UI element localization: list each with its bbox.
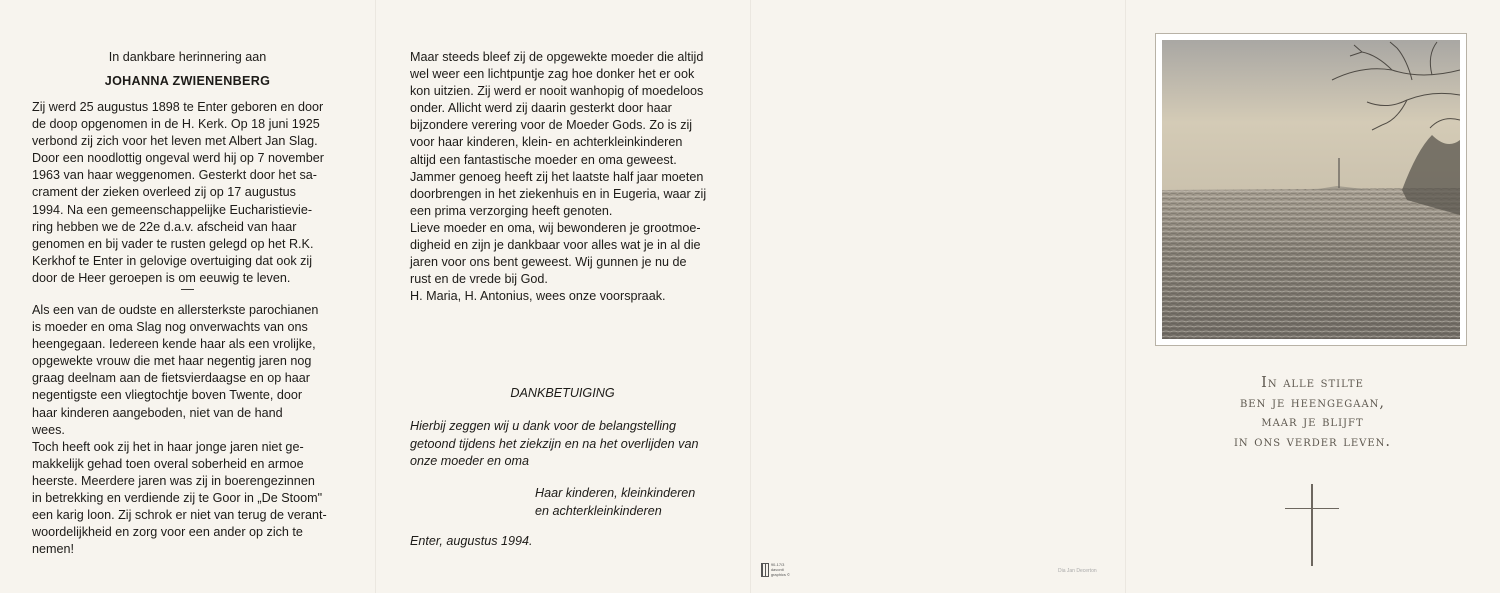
text-line: nemen!	[32, 542, 75, 557]
text-line: kon uitzien. Zij werd er nooit wanhopig of moedeloos	[410, 84, 704, 99]
text-line: wees.	[32, 422, 65, 437]
blank-panel	[750, 0, 1125, 593]
verse-line: In alle stilte	[1261, 375, 1364, 391]
text-line: Toch heeft ook zij het in haar jonge jaren niet ge-	[32, 439, 304, 454]
text-line: een prima verzorging heeft genoten.	[410, 203, 613, 218]
photo-frame	[1155, 33, 1467, 346]
logo-line: davonti graphics ©	[770, 567, 790, 577]
text-line: onze moeder en oma	[410, 454, 530, 468]
memorial-verse	[1125, 374, 1500, 452]
text-line: 1963 van haar weggenomen. Gesterkt door het sa-	[32, 168, 317, 183]
left-panel	[0, 0, 375, 593]
text-line: heengegaan. Iedereen kende haar als een vrolijke,	[32, 337, 316, 352]
photo-credit: Dia Jan Decerton	[1058, 568, 1097, 574]
text-line: de doop opgenomen in de H. Kerk. Op 18 juni 1925	[32, 117, 320, 132]
intro-text: In dankbare herinnering aan	[108, 50, 267, 64]
biography-continuation	[410, 49, 710, 305]
text-line: Zij werd 25 augustus 1898 te Enter geboren en door	[32, 100, 324, 114]
text-line: is moeder en oma Slag nog onverwachts van ons	[32, 320, 308, 335]
text-line: een karig loon. Zij schrok er niet van terug de verant-	[32, 508, 327, 523]
text-line: in betrekking en verdiende zij te Goor in „De Stoom"	[32, 491, 323, 506]
deceased-name: JOHANNA ZWIENENBERG	[104, 74, 271, 88]
verse-line: ben je heengegaan,	[1239, 394, 1386, 411]
verse-line: in ons verder leven.	[1233, 433, 1392, 450]
text-line: Hierbij zeggen wij u dank voor de belangstelling	[410, 419, 677, 433]
text-line: en achterkleinkinderen	[535, 503, 662, 518]
text-line: makkelijk gehad toen overal soberheid en armoe	[32, 456, 304, 471]
text-line: rust en de vrede bij God.	[410, 272, 548, 287]
text-line: Als een van de oudste en allersterkste parochianen	[32, 303, 319, 317]
text-line: Lieve moeder en oma, wij bewonderen je grootmoe-	[410, 220, 701, 235]
text-line: verbond zij zich voor het leven met Albert Jan Slag.	[32, 134, 318, 149]
verse-line: maar je blijft	[1261, 414, 1364, 430]
place-date: Enter, augustus 1994.	[410, 534, 533, 548]
biography-part-2	[32, 302, 330, 558]
text-line: getoond tijdens het ziekzijn en na het overlijden van	[410, 436, 699, 451]
thanks-title: DANKBETUIGING	[510, 386, 615, 400]
text-line: haar kinderen aangeboden, niet van de hand	[32, 405, 283, 420]
text-line: jaren voor ons bent geweest. Wij gunnen je nu de	[410, 255, 687, 270]
thanks-body	[410, 418, 720, 471]
text-line: Maar steeds bleef zij de opgewekte moeder die altijd	[410, 50, 704, 64]
text-line: altijd een fantastische moeder en oma geweest.	[410, 152, 677, 167]
text-line: 1994. Na een gemeenschappelijke Eucharistievie-	[32, 202, 313, 217]
landscape-illustration	[1162, 40, 1460, 339]
cross-icon-bar	[1285, 508, 1339, 509]
right-panel	[1125, 0, 1500, 593]
text-line: crament der zieken overleed zij op 17 augustus	[32, 185, 296, 200]
logo-line: 90-17/3	[770, 562, 785, 567]
text-line: genomen en bij vader te rusten gelegd op het R.K.	[32, 236, 314, 251]
text-line: Jammer genoeg heeft zij het laatste half jaar moeten	[410, 169, 704, 184]
text-line: bijzondere verering voor de Moeder Gods. Zo is zij	[410, 118, 693, 133]
biography-part-1	[32, 99, 330, 287]
text-line: ring hebben we de 22e d.a.v. afscheid van haar	[32, 219, 297, 234]
text-line: wel weer een lichtpuntje zag hoe donker het er ook	[410, 67, 695, 82]
text-line: Kerkhof te Enter in gelovige overtuiging dat ook zij	[32, 253, 313, 268]
section-divider: —	[181, 281, 194, 296]
text-line: H. Maria, H. Antonius, wees onze voorspraak.	[410, 289, 666, 304]
middle-panel	[375, 0, 790, 593]
text-line: woordelijkheid en zorg voor een ander op zich te	[32, 525, 303, 540]
thanks-signature	[535, 485, 735, 520]
text-line: opgewekte vrouw die met haar negentig jaren nog	[32, 354, 312, 369]
winter-field-photo	[1162, 40, 1460, 339]
text-line: Haar kinderen, kleinkinderen	[535, 486, 696, 500]
text-line: doorbrengen in het ziekenhuis en in Eugeria, waar zij	[410, 186, 707, 201]
cross-icon	[1311, 484, 1313, 566]
text-line: negentigste een vliegtochtje boven Twente, door	[32, 388, 303, 403]
text-line: onder. Allicht werd zij daarin gesterkt door haar	[410, 101, 672, 116]
text-line: Door een noodlottig ongeval werd hij op 7 november	[32, 151, 324, 166]
text-line: voor haar kinderen, klein- en achterkleinkinderen	[410, 135, 683, 150]
text-line: graag deelnam aan de fietsvierdaagse en op haar	[32, 371, 310, 386]
text-line: door de Heer geroepen is om eeuwig te leven.	[32, 270, 291, 285]
text-line: digheid en zijn je dankbaar voor alles wat je in al die	[410, 238, 701, 253]
text-line: heerste. Meerdere jaren was zij in boerengezinnen	[32, 473, 315, 488]
